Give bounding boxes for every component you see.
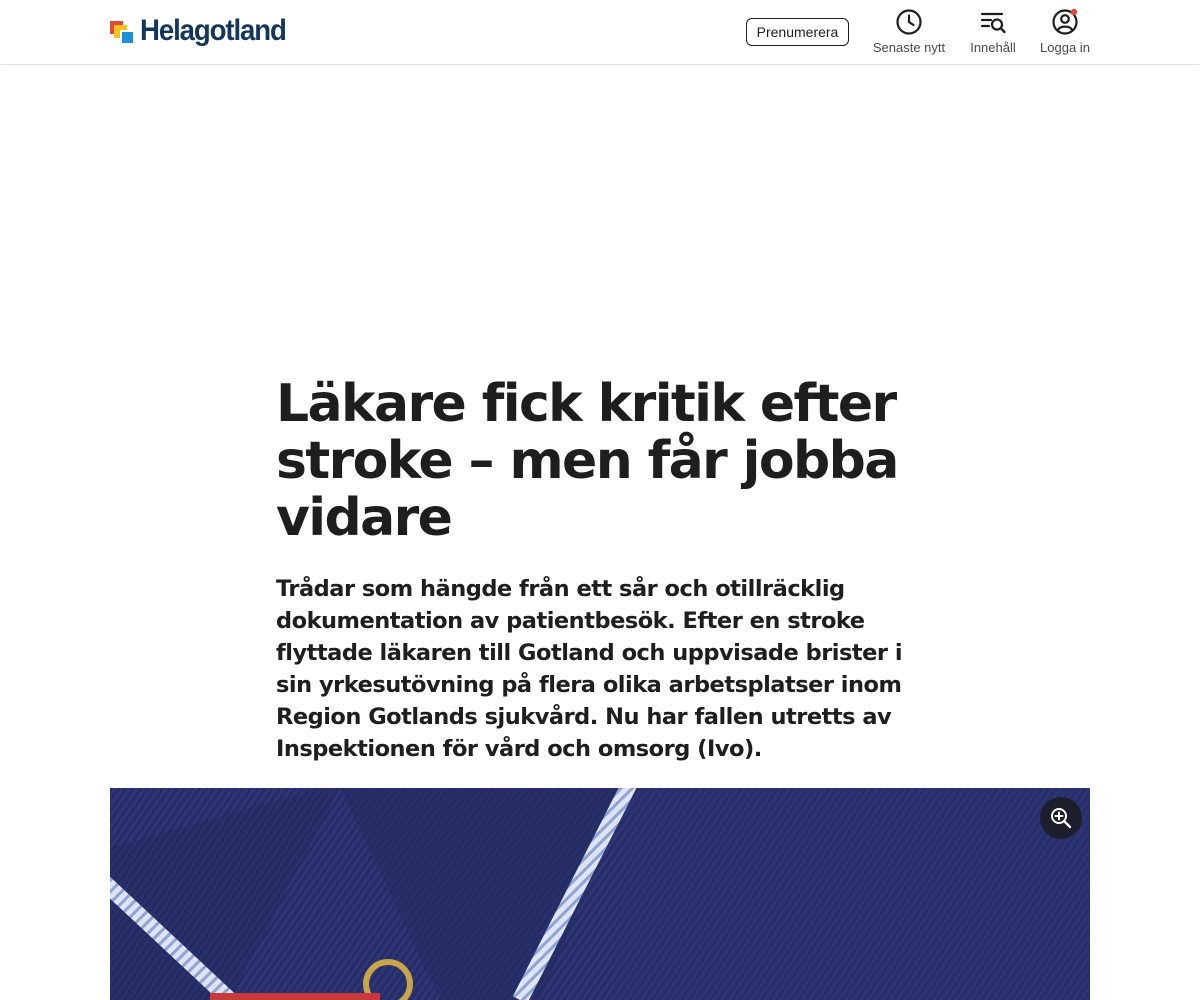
search-list-icon	[979, 8, 1007, 36]
site-header	[0, 0, 1200, 65]
article-hero-image[interactable]	[110, 788, 1090, 1000]
nav-latest-news[interactable]	[870, 8, 948, 60]
logo-text: Helagotland	[140, 14, 286, 47]
article-lead: Trådar som hängde från ett sår och otillräcklig dokumentation av patientbesök. Efter en stroke flyttade läkaren till Gotland och uppvisade brister i sin yrkesutövning på flera olika arbetsplatser inom Region Gotlands sjukvård. Nu har fallen utretts av Inspektionen för vård och omsorg (Ivo).	[276, 576, 903, 762]
nav-latest-label: Senaste nytt	[872, 40, 946, 55]
hero-image-illustration	[110, 788, 1090, 1000]
nav-login-label: Logga in	[1040, 40, 1090, 55]
nav-login[interactable]	[1036, 8, 1094, 60]
site-logo[interactable]	[110, 13, 298, 49]
clock-icon	[895, 8, 923, 36]
notification-dot	[1071, 9, 1077, 15]
logo-mark-icon	[110, 18, 136, 44]
user-icon	[1051, 8, 1079, 36]
nav-content[interactable]	[962, 8, 1024, 60]
ad-placeholder	[0, 66, 1200, 366]
article-headline: Läkare fick kritik efter stroke – men får jobba vidare	[276, 374, 898, 548]
subscribe-button[interactable]: Prenumerera	[746, 18, 849, 46]
nav-content-label: Innehåll	[970, 40, 1016, 55]
zoom-in-icon	[1050, 807, 1072, 829]
image-zoom-button[interactable]	[1040, 797, 1082, 839]
